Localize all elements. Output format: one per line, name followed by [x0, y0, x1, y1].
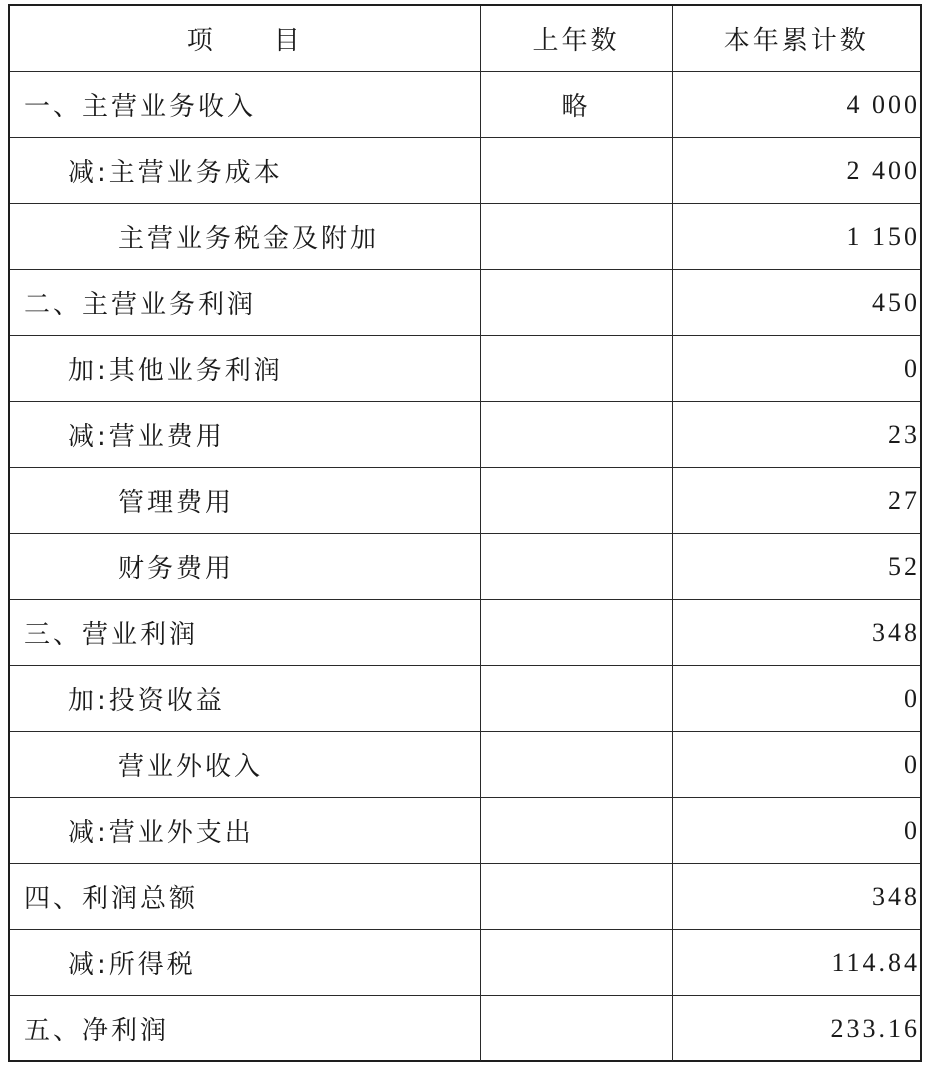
row-previous-year [480, 666, 672, 732]
table-row [10, 534, 920, 600]
row-current-year: 27 [672, 468, 920, 534]
table-row [10, 72, 920, 138]
table-row [10, 270, 920, 336]
row-item: 减:营业费用 [10, 402, 480, 468]
row-previous-year [480, 996, 672, 1062]
row-current-year: 233.16 [672, 996, 920, 1062]
income-statement [8, 4, 922, 1062]
row-previous-year [480, 600, 672, 666]
row-current-year: 52 [672, 534, 920, 600]
row-item: 四、利润总额 [10, 864, 480, 930]
row-item: 主营业务税金及附加 [10, 204, 480, 270]
row-current-year: 114.84 [672, 930, 920, 996]
row-item: 减:主营业务成本 [10, 138, 480, 204]
header-row [10, 6, 920, 72]
table-row [10, 864, 920, 930]
row-current-year: 4 000 [672, 72, 920, 138]
row-current-year: 0 [672, 666, 920, 732]
row-current-year: 450 [672, 270, 920, 336]
row-item: 三、营业利润 [10, 600, 480, 666]
header-current-year: 本年累计数 [672, 6, 920, 72]
table-row [10, 732, 920, 798]
row-previous-year [480, 204, 672, 270]
row-item: 管理费用 [10, 468, 480, 534]
row-item: 一、主营业务收入 [10, 72, 480, 138]
row-previous-year [480, 468, 672, 534]
row-item: 减:营业外支出 [10, 798, 480, 864]
table-row [10, 798, 920, 864]
header-item: 项 目 [10, 6, 480, 72]
row-item: 五、净利润 [10, 996, 480, 1062]
table-row [10, 204, 920, 270]
row-previous-year [480, 336, 672, 402]
row-current-year: 0 [672, 336, 920, 402]
table-row [10, 930, 920, 996]
row-item: 二、主营业务利润 [10, 270, 480, 336]
table-row [10, 666, 920, 732]
row-previous-year [480, 534, 672, 600]
row-current-year: 1 150 [672, 204, 920, 270]
table-row [10, 336, 920, 402]
income-statement-table [10, 6, 920, 1061]
row-previous-year [480, 864, 672, 930]
row-item: 减:所得税 [10, 930, 480, 996]
table-row [10, 402, 920, 468]
table-row [10, 138, 920, 204]
row-current-year: 348 [672, 864, 920, 930]
row-current-year: 23 [672, 402, 920, 468]
row-previous-year [480, 402, 672, 468]
table-row [10, 996, 920, 1062]
row-current-year: 0 [672, 798, 920, 864]
table-row [10, 468, 920, 534]
row-item: 营业外收入 [10, 732, 480, 798]
header-previous-year: 上年数 [480, 6, 672, 72]
row-previous-year [480, 930, 672, 996]
row-current-year: 0 [672, 732, 920, 798]
row-item: 加:投资收益 [10, 666, 480, 732]
row-previous-year [480, 138, 672, 204]
row-previous-year [480, 732, 672, 798]
row-previous-year [480, 270, 672, 336]
row-previous-year [480, 798, 672, 864]
table-row [10, 600, 920, 666]
row-item: 加:其他业务利润 [10, 336, 480, 402]
row-previous-year: 略 [480, 72, 672, 138]
row-current-year: 348 [672, 600, 920, 666]
row-item: 财务费用 [10, 534, 480, 600]
row-current-year: 2 400 [672, 138, 920, 204]
